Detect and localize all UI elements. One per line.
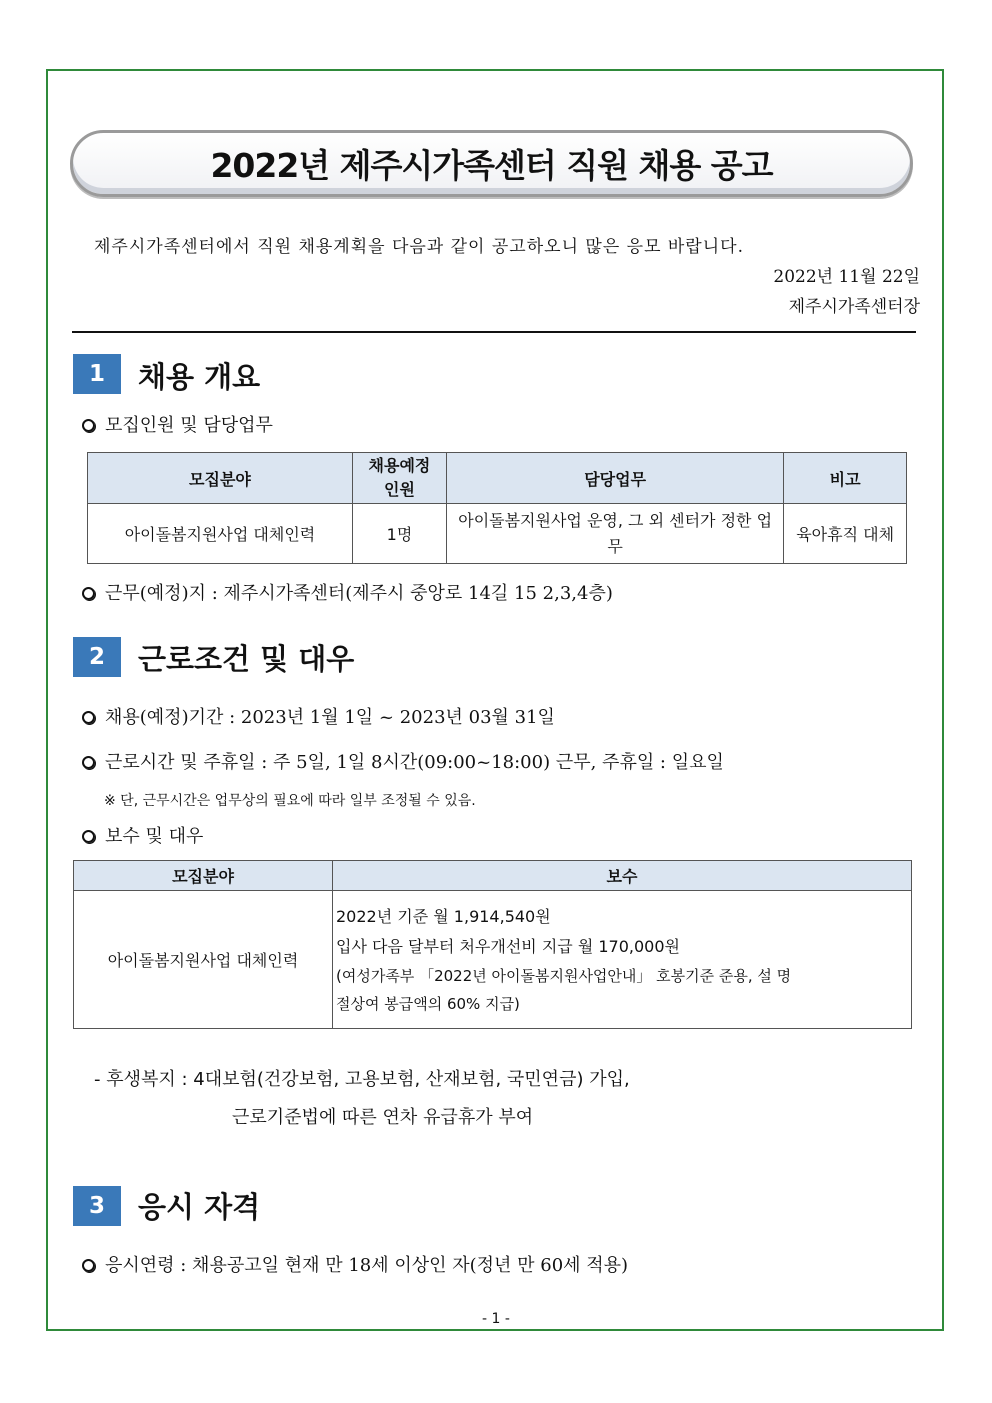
announcement-date: 2022년 11월 22일 [773, 267, 920, 287]
hours-note: ※ 단, 근무시간은 업무상의 필요에 따라 일부 조정될 수 있음. [104, 793, 476, 809]
table-header-row [74, 861, 912, 891]
header-divider [72, 331, 916, 333]
section-1-number: 1 [73, 354, 121, 394]
intro-text: 제주시가족센터에서 직원 채용계획을 다음과 같이 공고하오니 많은 응모 바랍니다. [94, 237, 744, 257]
section-2-bullet-pay [82, 822, 203, 848]
section-1-bullet-recruitment [82, 411, 273, 437]
pay-line-bonus: 절상여 봉급액의 60% 지급) [336, 994, 520, 1013]
bullet-text: 응시연령 : 채용공고일 현재 만 18세 이상인 자(정년 만 60세 적용) [105, 1255, 629, 1276]
pay-line-base: 2022년 기준 월 1,914,540원 [336, 906, 551, 926]
section-2-bullet-hours [82, 748, 724, 774]
bullet-text: 모집인원 및 담당업무 [105, 415, 273, 436]
section-3-bullet-age [82, 1251, 628, 1277]
cell-field: 아이돌봄지원사업 대체인력 [88, 504, 353, 564]
section-2-bullet-period [82, 703, 555, 729]
welfare-line-2: 근로기준법에 따른 연차 유급휴가 부여 [232, 1107, 534, 1128]
cell-count: 1명 [352, 504, 446, 564]
header-pay: 보수 [333, 861, 912, 891]
table-header-row [88, 453, 907, 504]
header-duty: 담당업무 [447, 453, 784, 504]
header-field: 모집분야 [88, 453, 353, 504]
cell-note: 육아휴직 대체 [784, 504, 907, 564]
document-title: 2022년 제주시가족센터 직원 채용 공고 [210, 146, 773, 185]
circle-bullet-icon [82, 830, 95, 843]
cell-pay [333, 891, 912, 1029]
salary-table [73, 860, 912, 1029]
header-count: 채용예정 인원 [352, 453, 446, 504]
bullet-text: 근무(예정)지 : 제주시가족센터(제주시 중앙로 14길 15 2,3,4층) [105, 583, 613, 604]
bullet-text: 채용(예정)기간 : 2023년 1월 1일 ~ 2023년 03월 31일 [105, 707, 555, 728]
section-1-title: 채용 개요 [138, 360, 261, 394]
circle-bullet-icon [82, 711, 95, 724]
header-note: 비고 [784, 453, 907, 504]
section-2-title: 근로조건 및 대우 [138, 642, 355, 676]
circle-bullet-icon [82, 587, 95, 600]
page-number: - 1 - [482, 1311, 510, 1327]
section-3-title: 응시 자격 [138, 1190, 261, 1224]
organization-signature: 제주시가족센터장 [788, 297, 920, 317]
welfare-line-1: - 후생복지 : 4대보험(건강보험, 고용보험, 산재보험, 국민연금) 가입, [94, 1069, 630, 1090]
pay-line-reference: (여성가족부 「2022년 아이돌봄지원사업안내」 호봉기준 준용, 설 명 [336, 966, 792, 985]
section-3-number: 3 [73, 1186, 121, 1226]
page-border [46, 69, 944, 1331]
recruitment-table [87, 452, 907, 564]
table-row [88, 504, 907, 564]
pay-line-allowance: 입사 다음 달부터 처우개선비 지급 월 170,000원 [336, 936, 680, 956]
cell-duty: 아이돌봄지원사업 운영, 그 외 센터가 정한 업무 [447, 504, 784, 564]
circle-bullet-icon [82, 756, 95, 769]
circle-bullet-icon [82, 1259, 95, 1272]
bullet-text: 보수 및 대우 [105, 826, 204, 847]
table-row [74, 891, 912, 1029]
section-2-number: 2 [73, 637, 121, 677]
section-1-bullet-location [82, 579, 613, 605]
cell-field: 아이돌봄지원사업 대체인력 [74, 891, 333, 1029]
header-field: 모집분야 [74, 861, 333, 891]
circle-bullet-icon [82, 419, 95, 432]
bullet-text: 근로시간 및 주휴일 : 주 5일, 1일 8시간(09:00~18:00) 근무, 주휴일 : 일요일 [105, 752, 724, 773]
